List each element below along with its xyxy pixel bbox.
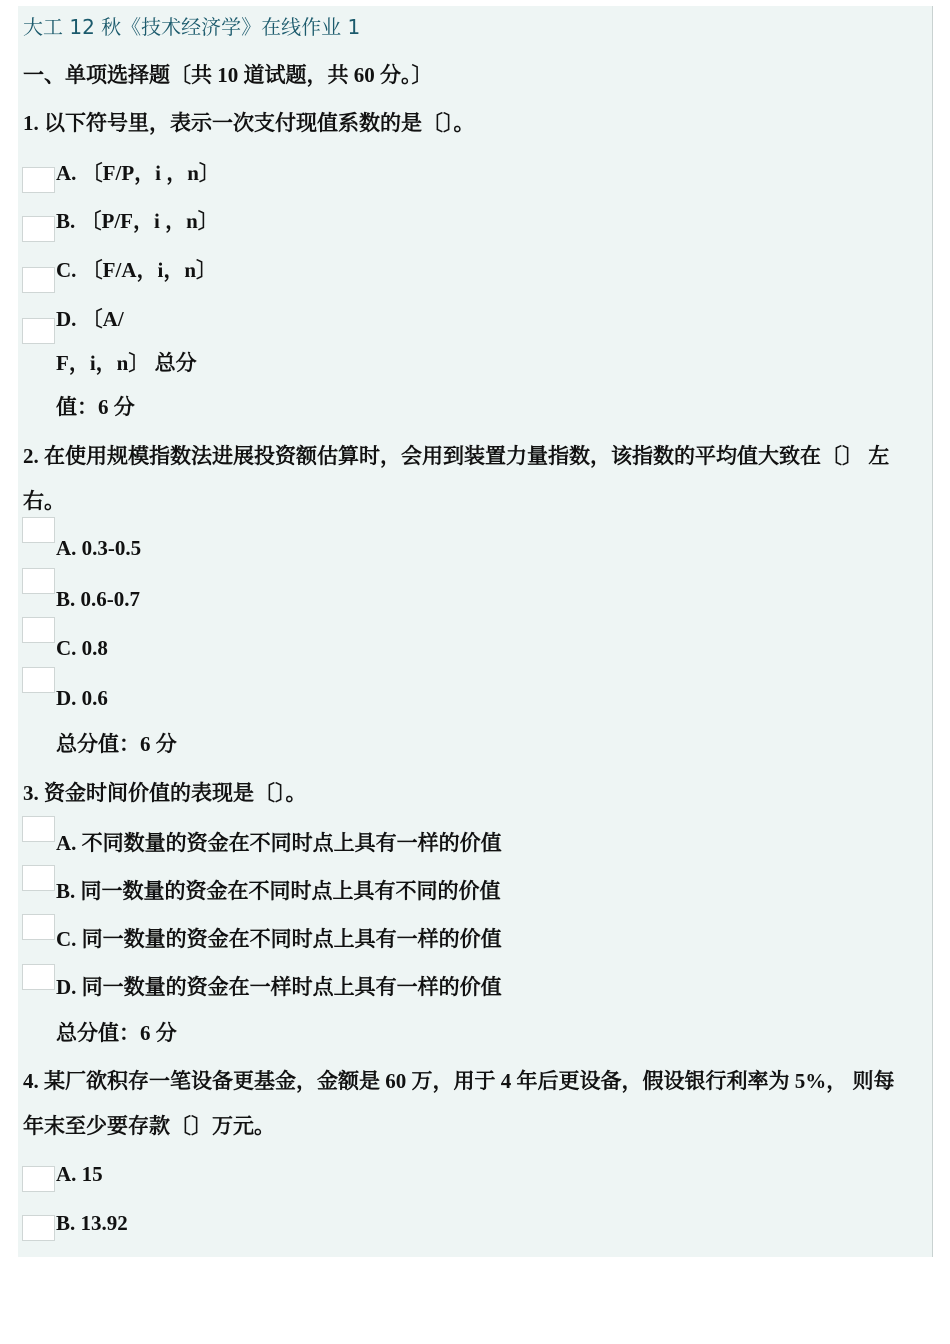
question-4-option-a-label: A. 15 — [56, 1162, 103, 1186]
question-1-option-d-checkbox[interactable] — [22, 318, 55, 344]
question-2-option-d-label: D. 0.6 — [56, 686, 108, 710]
question-2-option-a-checkbox[interactable] — [22, 517, 55, 543]
question-2-option-b-label: B. 0.6-0.7 — [56, 587, 140, 611]
section-header: 一、单项选择题〔共 10 道试题，共 60 分。〕 — [23, 63, 433, 87]
question-3-option-b-checkbox[interactable] — [22, 865, 55, 891]
page-title: 大工 12 秋《技术经济学》在线作业 1 — [23, 15, 361, 39]
question-1-option-a-checkbox[interactable] — [22, 167, 55, 193]
question-2-option-c-checkbox[interactable] — [22, 617, 55, 643]
question-2-score: 总分值：6 分 — [56, 732, 177, 756]
question-2-option-c-label: C. 0.8 — [56, 636, 108, 660]
question-3-option-a-label: A. 不同数量的资金在不同时点上具有一样的价值 — [56, 831, 502, 855]
question-1-score: 值：6 分 — [56, 395, 135, 419]
question-3-option-a-checkbox[interactable] — [22, 816, 55, 842]
question-3-score: 总分值：6 分 — [56, 1021, 177, 1045]
question-3-option-d-label: D. 同一数量的资金在一样时点上具有一样的价值 — [56, 975, 502, 999]
question-3-option-b-label: B. 同一数量的资金在不同时点上具有不同的价值 — [56, 879, 501, 903]
question-1-stem: 1. 以下符号里，表示一次支付现值系数的是〔〕。 — [23, 111, 475, 135]
question-2-stem: 2. 在使用规模指数法进展投资额估算时，会用到装置力量指数，该指数的平均值大致在〔〕 左 — [23, 444, 890, 468]
question-3-option-c-label: C. 同一数量的资金在不同时点上具有一样的价值 — [56, 927, 502, 951]
question-4-option-a-checkbox[interactable] — [22, 1166, 55, 1192]
question-1-option-c-label: C. 〔F/A，i，n〕 — [56, 258, 218, 282]
question-2-option-a-label: A. 0.3-0.5 — [56, 536, 142, 560]
question-4-option-b-checkbox[interactable] — [22, 1215, 55, 1241]
question-1-option-d-label: D. 〔A/ — [56, 307, 124, 331]
question-4-stem: 4. 某厂欲积存一笔设备更基金，金额是 60 万，用于 4 年后更设备，假设银行利率为 5%， 则每 — [23, 1069, 895, 1093]
question-2-option-d-checkbox[interactable] — [22, 667, 55, 693]
question-1-option-a-label: A. 〔F/P，i ，n〕 — [56, 161, 220, 185]
question-3-option-c-checkbox[interactable] — [22, 914, 55, 940]
question-1-option-b-label: B. 〔P/F，i ，n〕 — [56, 209, 219, 233]
question-1-option-b-checkbox[interactable] — [22, 216, 55, 242]
question-3-stem: 3. 资金时间价值的表现是〔〕。 — [23, 781, 307, 805]
question-4-stem-line-2: 年末至少要存款〔〕万元。 — [23, 1114, 275, 1138]
question-1-option-c-checkbox[interactable] — [22, 267, 55, 293]
question-4-option-b-label: B. 13.92 — [56, 1211, 128, 1235]
question-2-stem-line-2: 右。 — [23, 489, 65, 513]
question-1-option-d-label-line-2: F，i，n〕 总分 — [56, 351, 197, 375]
question-2-option-b-checkbox[interactable] — [22, 568, 55, 594]
question-3-option-d-checkbox[interactable] — [22, 964, 55, 990]
